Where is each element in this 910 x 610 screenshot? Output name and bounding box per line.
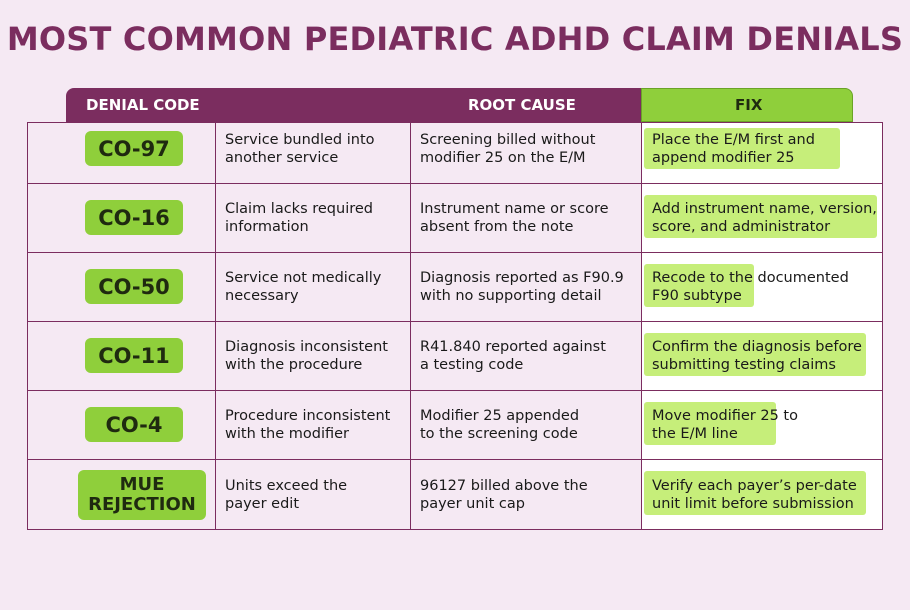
description-cell: Service not medically necessary [225,270,382,304]
fix-cell: Recode to the documented F90 subtype [652,270,849,304]
root-cause-header: ROOT CAUSE [468,96,576,114]
page-title: MOST COMMON PEDIATRIC ADHD CLAIM DENIALS [6,20,904,58]
denial-code-badge: CO-11 [85,338,183,373]
root-cause-cell: Instrument name or score absent from the note [420,201,609,235]
fix-header: FIX [735,96,763,114]
fix-cell: Add instrument name, version, score, and administrator [652,201,877,235]
description-cell: Service bundled into another service [225,132,375,166]
description-cell: Diagnosis inconsistent with the procedure [225,339,388,373]
denial-code-header: DENIAL CODE [86,96,200,114]
denial-code-badge: CO-4 [85,407,183,442]
fix-cell: Move modifier 25 to the E/M line [652,408,798,442]
description-cell: Procedure inconsistent with the modifier [225,408,391,442]
denial-code-badge: MUE REJECTION [78,470,206,520]
description-cell: Units exceed the payer edit [225,478,348,512]
root-cause-cell: Diagnosis reported as F90.9 with no supporting detail [420,270,624,304]
root-cause-cell: 96127 billed above the payer unit cap [420,478,588,512]
root-cause-cell: Modifier 25 appended to the screening code [420,408,580,442]
root-cause-cell: R41.840 reported against a testing code [420,339,606,373]
fix-cell: Confirm the diagnosis before submitting testing claims [652,339,862,373]
denial-code-badge: CO-50 [85,269,183,304]
denial-code-badge: CO-97 [85,131,183,166]
fix-cell: Place the E/M first and append modifier 25 [652,132,815,166]
fix-cell: Verify each payer’s per-date unit limit before submission [652,478,857,512]
root-cause-cell: Screening billed without modifier 25 on the E/M [420,132,596,166]
denial-code-badge: CO-16 [85,200,183,235]
description-cell: Claim lacks required information [225,201,374,235]
